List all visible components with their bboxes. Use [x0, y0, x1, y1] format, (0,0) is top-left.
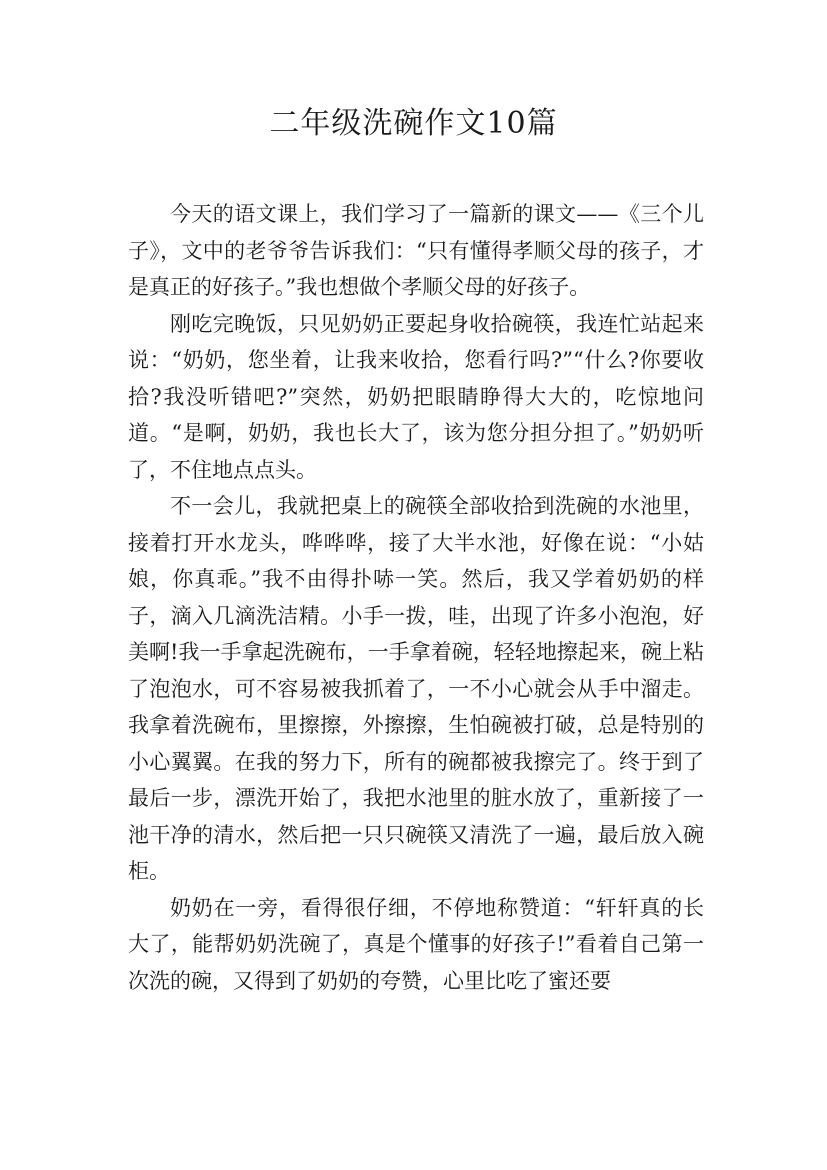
article-body — [128, 196, 704, 999]
paragraph-2: 刚吃完晚饭，只见奶奶正要起身收拾碗筷，我连忙站起来说：“奶奶，您坐着，让我来收拾，您看行吗?”“什么?你要收拾?我没听错吧?”突然，奶奶把眼睛睁得大大的，吃惊地问道。“是啊，奶奶，我也长大了，该为您分担分担了。”奶奶听了，不住地点点头。 — [128, 311, 704, 482]
paragraph-4: 奶奶在一旁，看得很仔细，不停地称赞道：“轩轩真的长大了，能帮奶奶洗碗了，真是个懂事的好孩子!”看着自己第一次洗的碗，又得到了奶奶的夸赞，心里比吃了蜜还要 — [128, 895, 704, 993]
paragraph-1: 今天的语文课上，我们学习了一篇新的课文——《三个儿子》，文中的老爷爷告诉我们：“只有懂得孝顺父母的孩子，才是真正的好孩子。”我也想做个孝顺父母的好孩子。 — [128, 202, 704, 299]
page-title: 二年级洗碗作文10篇 — [269, 106, 558, 141]
paragraph-3: 不一会儿，我就把桌上的碗筷全部收拾到洗碗的水池里，接着打开水龙头，哗哗哗，接了大半水池，好像在说：“小姑娘，你真乖。”我不由得扑哧一笑。然后，我又学着奶奶的样子，滴入几滴洗洁精。小手一拨，哇，出现了许多小泡泡，好美啊!我一手拿起洗碗布，一手拿着碗，轻轻地擦起来，碗上粘了泡泡水，可不容易被我抓着了，一不小心就会从手中溜走。我拿着洗碗布，里擦擦，外擦擦，生怕碗被打破，总是特别的小心翼翼。在我的努力下，所有的碗都被我擦完了。终于到了最后一步，漂洗开始了，我把水池里的脏水放了，重新接了一池干净的清水，然后把一只只碗筷又清洗了一遍，最后放入碗柜。 — [128, 494, 704, 883]
